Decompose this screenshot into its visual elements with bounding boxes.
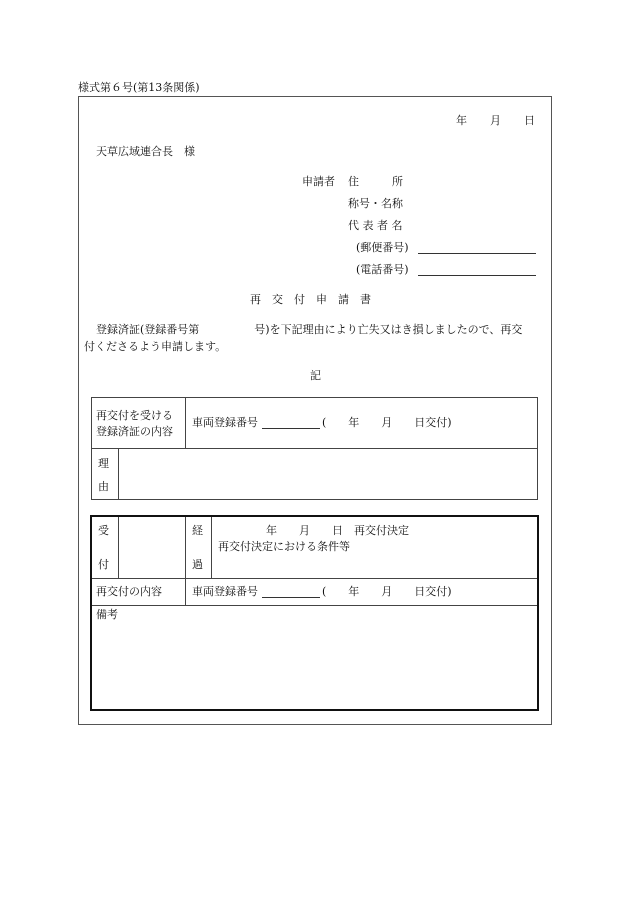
vehicle-reg-underline [262,428,320,429]
issue-date-text: ( 年 月 日交付) [322,416,452,429]
date-day: 日 [524,114,535,127]
addressee: 天草広域連合長 様 [96,145,195,158]
vehicle-reg-label-2: 車両登録番号 [192,585,258,598]
applicant-name: 称号・名称 [348,197,403,210]
reason-char-2: 由 [98,480,109,493]
uke-char-1: 受 [98,524,109,537]
phone-underline [418,275,536,276]
vehicle-reg-underline-2 [262,597,320,598]
keika-char-2: 過 [192,558,203,571]
table-reissue-target [91,397,538,500]
document-title: 再 交 付 申 請 書 [250,293,371,306]
reissue-content-label: 再交付の内容 [96,585,162,598]
applicant-address: 住 所 [348,175,403,188]
issue-date-text-2: ( 年 月 日交付) [322,585,452,598]
date-month: 月 [490,114,501,127]
body-line-1: 登録済証(登録番号第 号)を下記理由により亡失又はき損しましたので、再交 [96,323,523,336]
applicant-phone: (電話番号) [356,263,409,276]
conditions-line: 再交付決定における条件等 [218,540,350,553]
applicant-representative: 代 表 者 名 [348,219,403,232]
decision-line: 年 月 日 再交付決定 [266,524,409,537]
vehicle-reg-label: 車両登録番号 [192,416,258,429]
reason-char-1: 理 [98,457,109,470]
applicant-postal: (郵便番号) [356,241,409,254]
content-label-line2: 登録済証の内容 [96,425,173,438]
applicant-label: 申請者 [302,175,335,188]
ki-heading: 記 [310,369,321,382]
body-line-2: 付くださるよう申請します。 [84,340,227,353]
table-office-use [90,515,539,711]
postal-underline [418,253,536,254]
remarks-label: 備考 [96,608,118,621]
content-label-line1: 再交付を受ける [96,409,173,422]
uke-char-2: 付 [98,558,109,571]
form-label: 様式第６号(第13条関係) [78,81,200,94]
date-year: 年 [456,114,467,127]
keika-char-1: 経 [192,524,203,537]
